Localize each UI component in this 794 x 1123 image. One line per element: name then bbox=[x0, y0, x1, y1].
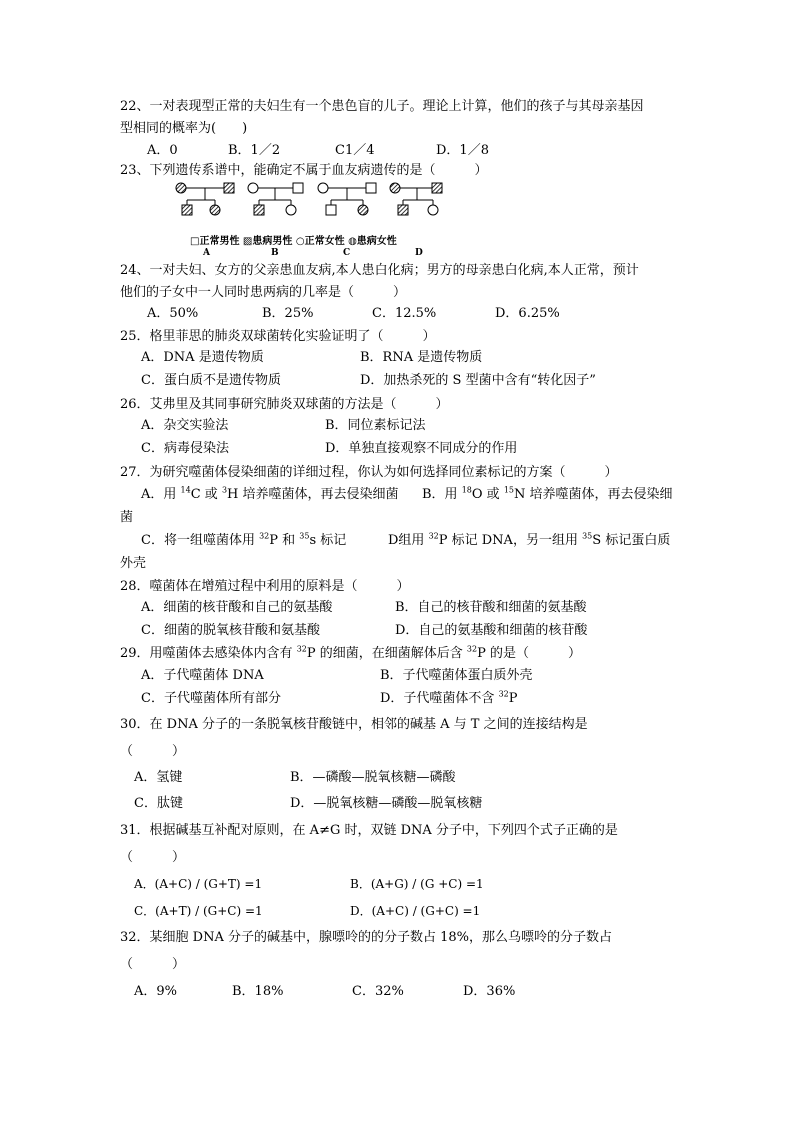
pedigree-label-b: B bbox=[271, 248, 279, 258]
q27-option-b-wrap: 菌 bbox=[120, 510, 134, 525]
q29-option-c: C．子代噬菌体所有部分 bbox=[141, 691, 281, 706]
q31-option-a: A．(A+C) / (G+T) =1 bbox=[134, 877, 263, 891]
pedigree-label-a: A bbox=[203, 248, 210, 258]
q25-option-b: B．RNA 是遗传物质 bbox=[360, 350, 483, 365]
q31-option-d: D．(A+C) / (G+C) =1 bbox=[350, 904, 481, 918]
q29-option-d: D．子代噬菌体不含 $^{32}$P bbox=[380, 689, 518, 706]
q22-line1: 22、一对表现型正常的夫妇生有一个患色盲的儿子。理论上计算，他们的孩子与其母亲基因 bbox=[120, 99, 644, 114]
q30-option-a: A．氢键 bbox=[134, 770, 183, 785]
pedigree-b bbox=[248, 183, 303, 215]
q28-option-a: A．细菌的核苷酸和自己的氨基酸 bbox=[141, 600, 333, 615]
q32-option-a: A．9% bbox=[134, 984, 178, 999]
q28-option-b: B．自己的核苷酸和细菌的氨基酸 bbox=[395, 600, 587, 615]
q32-option-b: B．18% bbox=[232, 984, 284, 999]
q22-line2: 型相同的概率为( ) bbox=[120, 121, 248, 136]
q24-line1: 24、一对夫妇、女方的父亲患血友病,本人患白化病；男方的母亲患白化病,本人正常，预计 bbox=[120, 263, 639, 278]
q26-text: 26．艾弗里及其同事研究肺炎双球菌的方法是（ ） bbox=[120, 397, 449, 412]
q25-text: 25．格里菲思的肺炎双球菌转化实验证明了（ ） bbox=[120, 329, 436, 344]
q24-option-c: C．12.5% bbox=[372, 306, 437, 321]
pedigree-c bbox=[318, 183, 376, 215]
q24-line2: 他们的子女中一人同时患两病的几率是（ ） bbox=[120, 285, 407, 300]
q22-option-a: A．0 bbox=[147, 143, 178, 158]
q26-option-b: B．同位素标记法 bbox=[325, 418, 426, 433]
q24-option-b: B．25% bbox=[262, 306, 314, 321]
q27-option-a: A．用 $^{14}$C 或 $^3$H 培养噬菌体，再去侵染细菌 bbox=[141, 485, 399, 502]
pedigree-a bbox=[176, 183, 234, 215]
q30-line2: （ ） bbox=[120, 744, 186, 759]
q28-option-c: C．细菌的脱氧核苷酸和氨基酸 bbox=[141, 623, 320, 638]
q30-option-c: C．肽键 bbox=[134, 796, 183, 811]
q30-option-b: B．—磷酸—脱氧核糖—磷酸 bbox=[290, 770, 456, 785]
q31-option-b: B．(A+G) / (G +C) =1 bbox=[350, 877, 484, 891]
pedigree-label-d: D bbox=[415, 248, 423, 258]
q27-option-b: B．用 $^{18}$O 或 $^{15}$N 培养噬菌体，再去侵染细 bbox=[422, 485, 673, 502]
q25-option-d: D．加热杀死的 S 型菌中含有“转化因子” bbox=[360, 373, 596, 388]
q27-option-d: D组用 $^{32}$P 标记 DNA，另一组用 $^{35}$S 标记蛋白质 bbox=[388, 531, 671, 548]
q28-text: 28．噬菌体在增殖过程中利用的原料是（ ） bbox=[120, 579, 410, 594]
q31-line2: （ ） bbox=[120, 850, 186, 865]
q31-option-c: C．(A+T) / (G+C) =1 bbox=[134, 904, 263, 918]
q26-option-d: D．单独直接观察不同成分的作用 bbox=[325, 441, 518, 456]
q31-line1: 31．根据碱基互补配对原则，在 A≠G 时，双链 DNA 分子中，下列四个式子正确的是 bbox=[120, 823, 618, 838]
q23-text: 23、下列遗传系谱中，能确定不属于血友病遗传的是（ ） bbox=[120, 163, 488, 178]
q32-line2: （ ） bbox=[120, 957, 186, 972]
q25-option-a: A．DNA 是遗传物质 bbox=[141, 350, 264, 365]
q24-option-d: D．6.25% bbox=[495, 306, 560, 321]
q30-option-d: D．—脱氧核糖—磷酸—脱氧核糖 bbox=[290, 796, 483, 811]
q30-line1: 30．在 DNA 分子的一条脱氧核苷酸链中，相邻的碱基 A 与 T 之间的连接结构是 bbox=[120, 717, 588, 732]
pedigree-label-c: C bbox=[343, 248, 351, 258]
pedigree-legend: □正常男性 ▨患病男性 ○正常女性 ◍患病女性 bbox=[190, 236, 397, 247]
pedigree-charts bbox=[170, 178, 450, 264]
q32-option-c: C．32% bbox=[352, 984, 404, 999]
q29-text: 29．用噬菌体去感染体内含有 $^{32}$P 的细菌，在细菌解体后含 $^{32}$P 的是（ ） bbox=[120, 644, 581, 661]
q26-option-c: C．病毒侵染法 bbox=[141, 441, 229, 456]
q32-option-d: D．36% bbox=[463, 984, 516, 999]
q22-option-d: D．1／8 bbox=[436, 143, 489, 158]
q27-option-d-wrap: 外壳 bbox=[120, 556, 147, 571]
q22-option-b: B．1／2 bbox=[228, 143, 281, 158]
q27-option-c: C．将一组噬菌体用 $^{32}$P 和 $^{35}$s 标记 bbox=[141, 531, 347, 548]
q24-option-a: A．50% bbox=[147, 306, 199, 321]
q27-text: 27．为研究噬菌体侵染细菌的详细过程，你认为如何选择同位素标记的方案（ ） bbox=[120, 465, 618, 480]
q22-option-c: C1／4 bbox=[335, 143, 375, 158]
q26-option-a: A．杂交实验法 bbox=[141, 418, 229, 433]
q28-option-d: D．自己的氨基酸和细菌的核苷酸 bbox=[395, 623, 588, 638]
pedigree-d bbox=[390, 183, 442, 215]
q29-option-a: A．子代噬菌体 DNA bbox=[141, 668, 264, 683]
q29-option-b: B．子代噬菌体蛋白质外壳 bbox=[380, 668, 533, 683]
q25-option-c: C．蛋白质不是遗传物质 bbox=[141, 373, 281, 388]
q32-line1: 32．某细胞 DNA 分子的碱基中，腺嘌呤的的分子数占 18%，那么乌嘌呤的分子数占 bbox=[120, 930, 613, 945]
